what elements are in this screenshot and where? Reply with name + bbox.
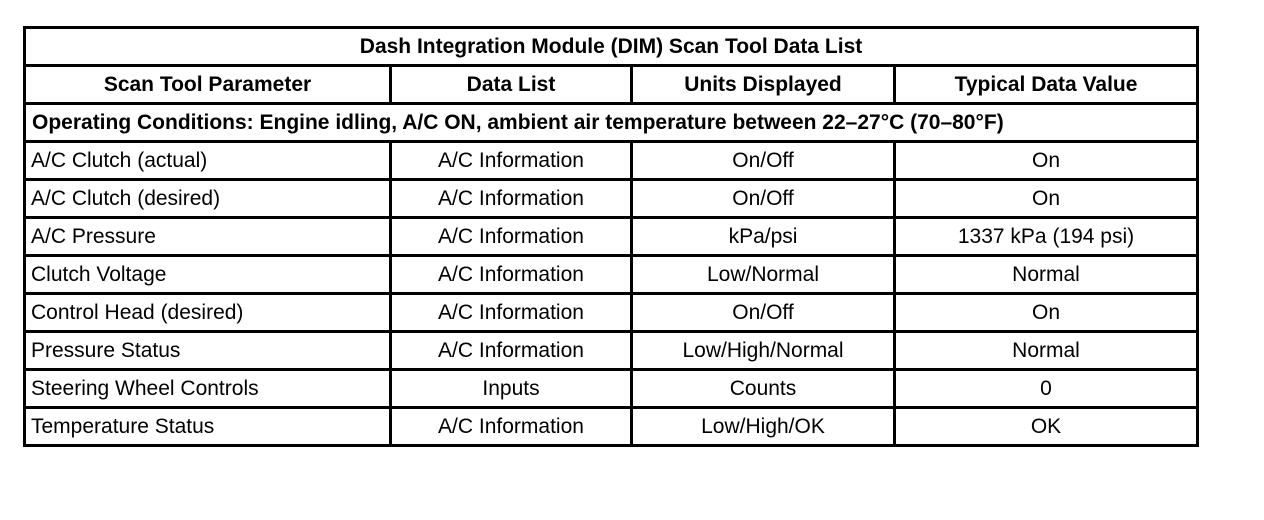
units-cell: Low/High/OK [632, 408, 895, 446]
typical-value-cell: 0 [895, 370, 1198, 408]
data-list-cell: A/C Information [391, 180, 632, 218]
data-list-cell: Inputs [391, 370, 632, 408]
table-row [25, 256, 1198, 294]
parameter-cell: A/C Pressure [25, 218, 391, 256]
units-cell: Counts [632, 370, 895, 408]
parameter-cell: A/C Clutch (desired) [25, 180, 391, 218]
parameter-cell: Steering Wheel Controls [25, 370, 391, 408]
data-list-cell: A/C Information [391, 256, 632, 294]
table-row [25, 370, 1198, 408]
typical-value-cell: 1337 kPa (194 psi) [895, 218, 1198, 256]
header-scan-tool-parameter: Scan Tool Parameter [25, 66, 391, 104]
typical-value-cell: Normal [895, 332, 1198, 370]
table-row [25, 408, 1198, 446]
header-typical-data-value: Typical Data Value [895, 66, 1198, 104]
units-cell: kPa/psi [632, 218, 895, 256]
data-list-cell: A/C Information [391, 294, 632, 332]
units-cell: On/Off [632, 142, 895, 180]
table-header-row [25, 66, 1198, 104]
units-cell: Low/Normal [632, 256, 895, 294]
parameter-cell: A/C Clutch (actual) [25, 142, 391, 180]
parameter-cell: Temperature Status [25, 408, 391, 446]
typical-value-cell: On [895, 294, 1198, 332]
units-cell: Low/High/Normal [632, 332, 895, 370]
data-list-cell: A/C Information [391, 408, 632, 446]
typical-value-cell: On [895, 180, 1198, 218]
typical-value-cell: Normal [895, 256, 1198, 294]
units-cell: On/Off [632, 294, 895, 332]
table-title-row [25, 28, 1198, 66]
table-row [25, 332, 1198, 370]
header-units-displayed: Units Displayed [632, 66, 895, 104]
table-row [25, 180, 1198, 218]
operating-conditions: Operating Conditions: Engine idling, A/C ON, ambient air temperature between 22–27°C (70–80°F) [25, 104, 1198, 142]
parameter-cell: Control Head (desired) [25, 294, 391, 332]
parameter-cell: Clutch Voltage [25, 256, 391, 294]
data-list-cell: A/C Information [391, 218, 632, 256]
typical-value-cell: On [895, 142, 1198, 180]
table-row [25, 142, 1198, 180]
units-cell: On/Off [632, 180, 895, 218]
header-data-list: Data List [391, 66, 632, 104]
table-title: Dash Integration Module (DIM) Scan Tool Data List [25, 28, 1198, 66]
scan-tool-data-table [23, 26, 1199, 447]
data-list-cell: A/C Information [391, 332, 632, 370]
table-row [25, 218, 1198, 256]
data-list-cell: A/C Information [391, 142, 632, 180]
table-row [25, 294, 1198, 332]
typical-value-cell: OK [895, 408, 1198, 446]
parameter-cell: Pressure Status [25, 332, 391, 370]
operating-conditions-row [25, 104, 1198, 142]
